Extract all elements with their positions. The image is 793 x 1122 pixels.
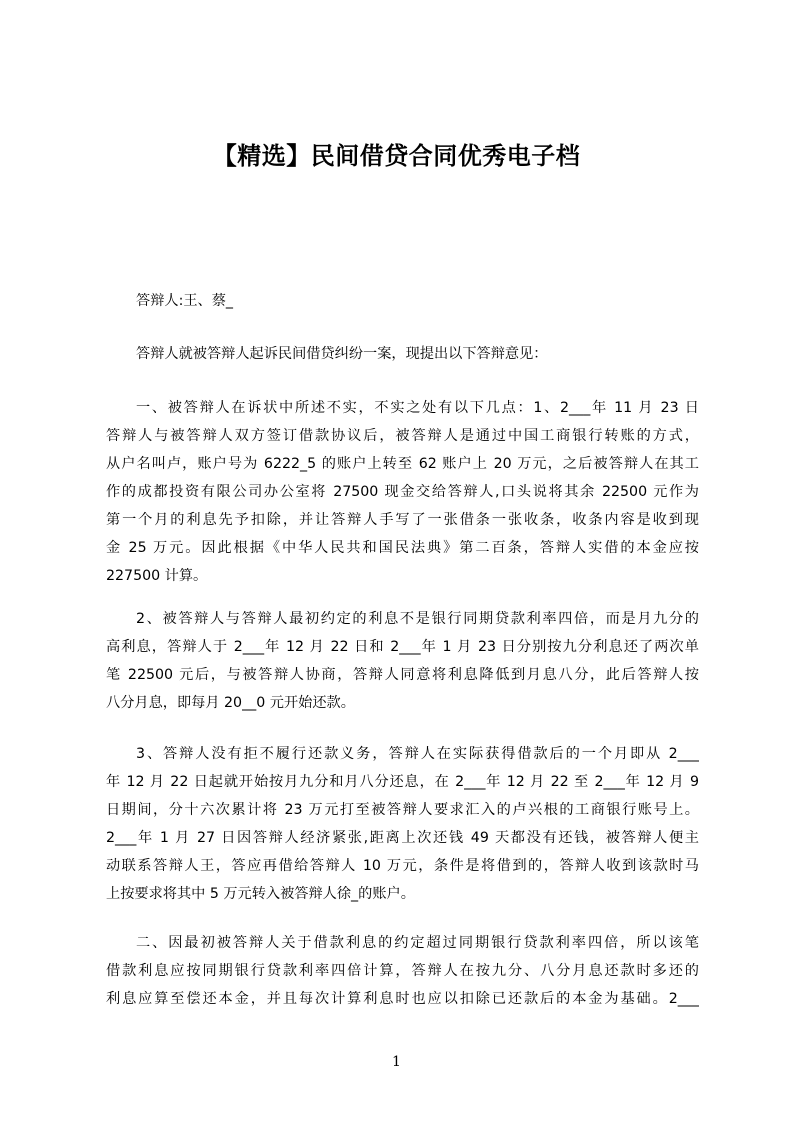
page-number: 1 (392, 1054, 401, 1070)
paragraph-line: 227500 计算。 (106, 568, 208, 584)
paragraph-line: 2、被答辩人与答辩人最初约定的利息不是银行同期贷款利率四倍，而是月九分的 (136, 611, 699, 627)
paragraph-line: 从户名叫卢，账户号为 6222_5 的账户上转至 62 账户上 20 万元，之后被答辩人在其工 (106, 456, 699, 472)
paragraph-line: 高利息，答辩人于 2___年 12 月 22 日和 2___年 1 月 23 日分别按九分利息还了两次单 (106, 639, 699, 655)
paragraph-line: 一、被答辩人在诉状中所述不实，不实之处有以下几点：1、2___年 11 月 23 日 (136, 400, 699, 416)
paragraph-line: 2___年 1 月 27 日因答辩人经济紧张,距离上次还钱 49 天都没有还钱，被答辩人便主 (106, 830, 699, 846)
paragraph-line: 第一个月的利息先予扣除，并让答辩人手写了一张借条一张收条，收条内容是收到现 (106, 512, 699, 528)
paragraph-line: 笔 22500 元后，与被答辩人协商，答辩人同意将利息降低到月息八分，此后答辩人按 (106, 667, 699, 683)
paragraph-line: 动联系答辩人王，答应再借给答辩人 10 万元，条件是将借到的，答辩人收到该款时马 (106, 858, 699, 874)
paragraph-line: 3、答辩人没有拒不履行还款义务，答辩人在实际获得借款后的一个月即从 2___ (136, 746, 699, 762)
paragraph-line: 金 25 万元。因此根据《中华人民共和国民法典》第二百条，答辩人实借的本金应按 (106, 540, 699, 556)
paragraph-line: 上按要求将其中 5 万元转入被答辩人徐_的账户。 (106, 886, 415, 902)
paragraph-line: 借款利息应按同期银行贷款利率四倍计算，答辩人在按九分、八分月息还款时多还的 (106, 963, 699, 979)
paragraph-line: 答辩人就被答辩人起诉民间借贷纠纷一案，现提出以下答辩意见： (136, 346, 548, 362)
paragraph-line: 答辩人:王、蔡_ (136, 293, 233, 309)
paragraph-line: 答辩人与被答辩人双方签订借款协议后，被答辩人是通过中国工商银行转账的方式， (106, 428, 699, 444)
document-title: 【精选】民间借贷合同优秀电子档 (212, 142, 581, 170)
paragraph-line: 年 12 月 22 日起就开始按月九分和月八分还息，在 2___年 12 月 22 至 2___年 12 月 9 (106, 774, 699, 790)
paragraph-line: 八分月息，即每月 20__0 元开始还款。 (106, 695, 355, 711)
paragraph-line: 利息应算至偿还本金，并且每次计算利息时也应以扣除已还款后的本金为基础。2___ (106, 991, 699, 1007)
paragraph-line: 作的成都投资有限公司办公室将 27500 现金交给答辩人,口头说将其余 22500 元作为 (106, 484, 699, 500)
paragraph-line: 二、因最初被答辩人关于借款利息的约定超过同期银行贷款利率四倍，所以该笔 (136, 935, 699, 951)
paragraph-line: 日期间，分十六次累计将 23 万元打至被答辩人要求汇入的卢兴根的工商银行账号上。 (106, 802, 699, 818)
